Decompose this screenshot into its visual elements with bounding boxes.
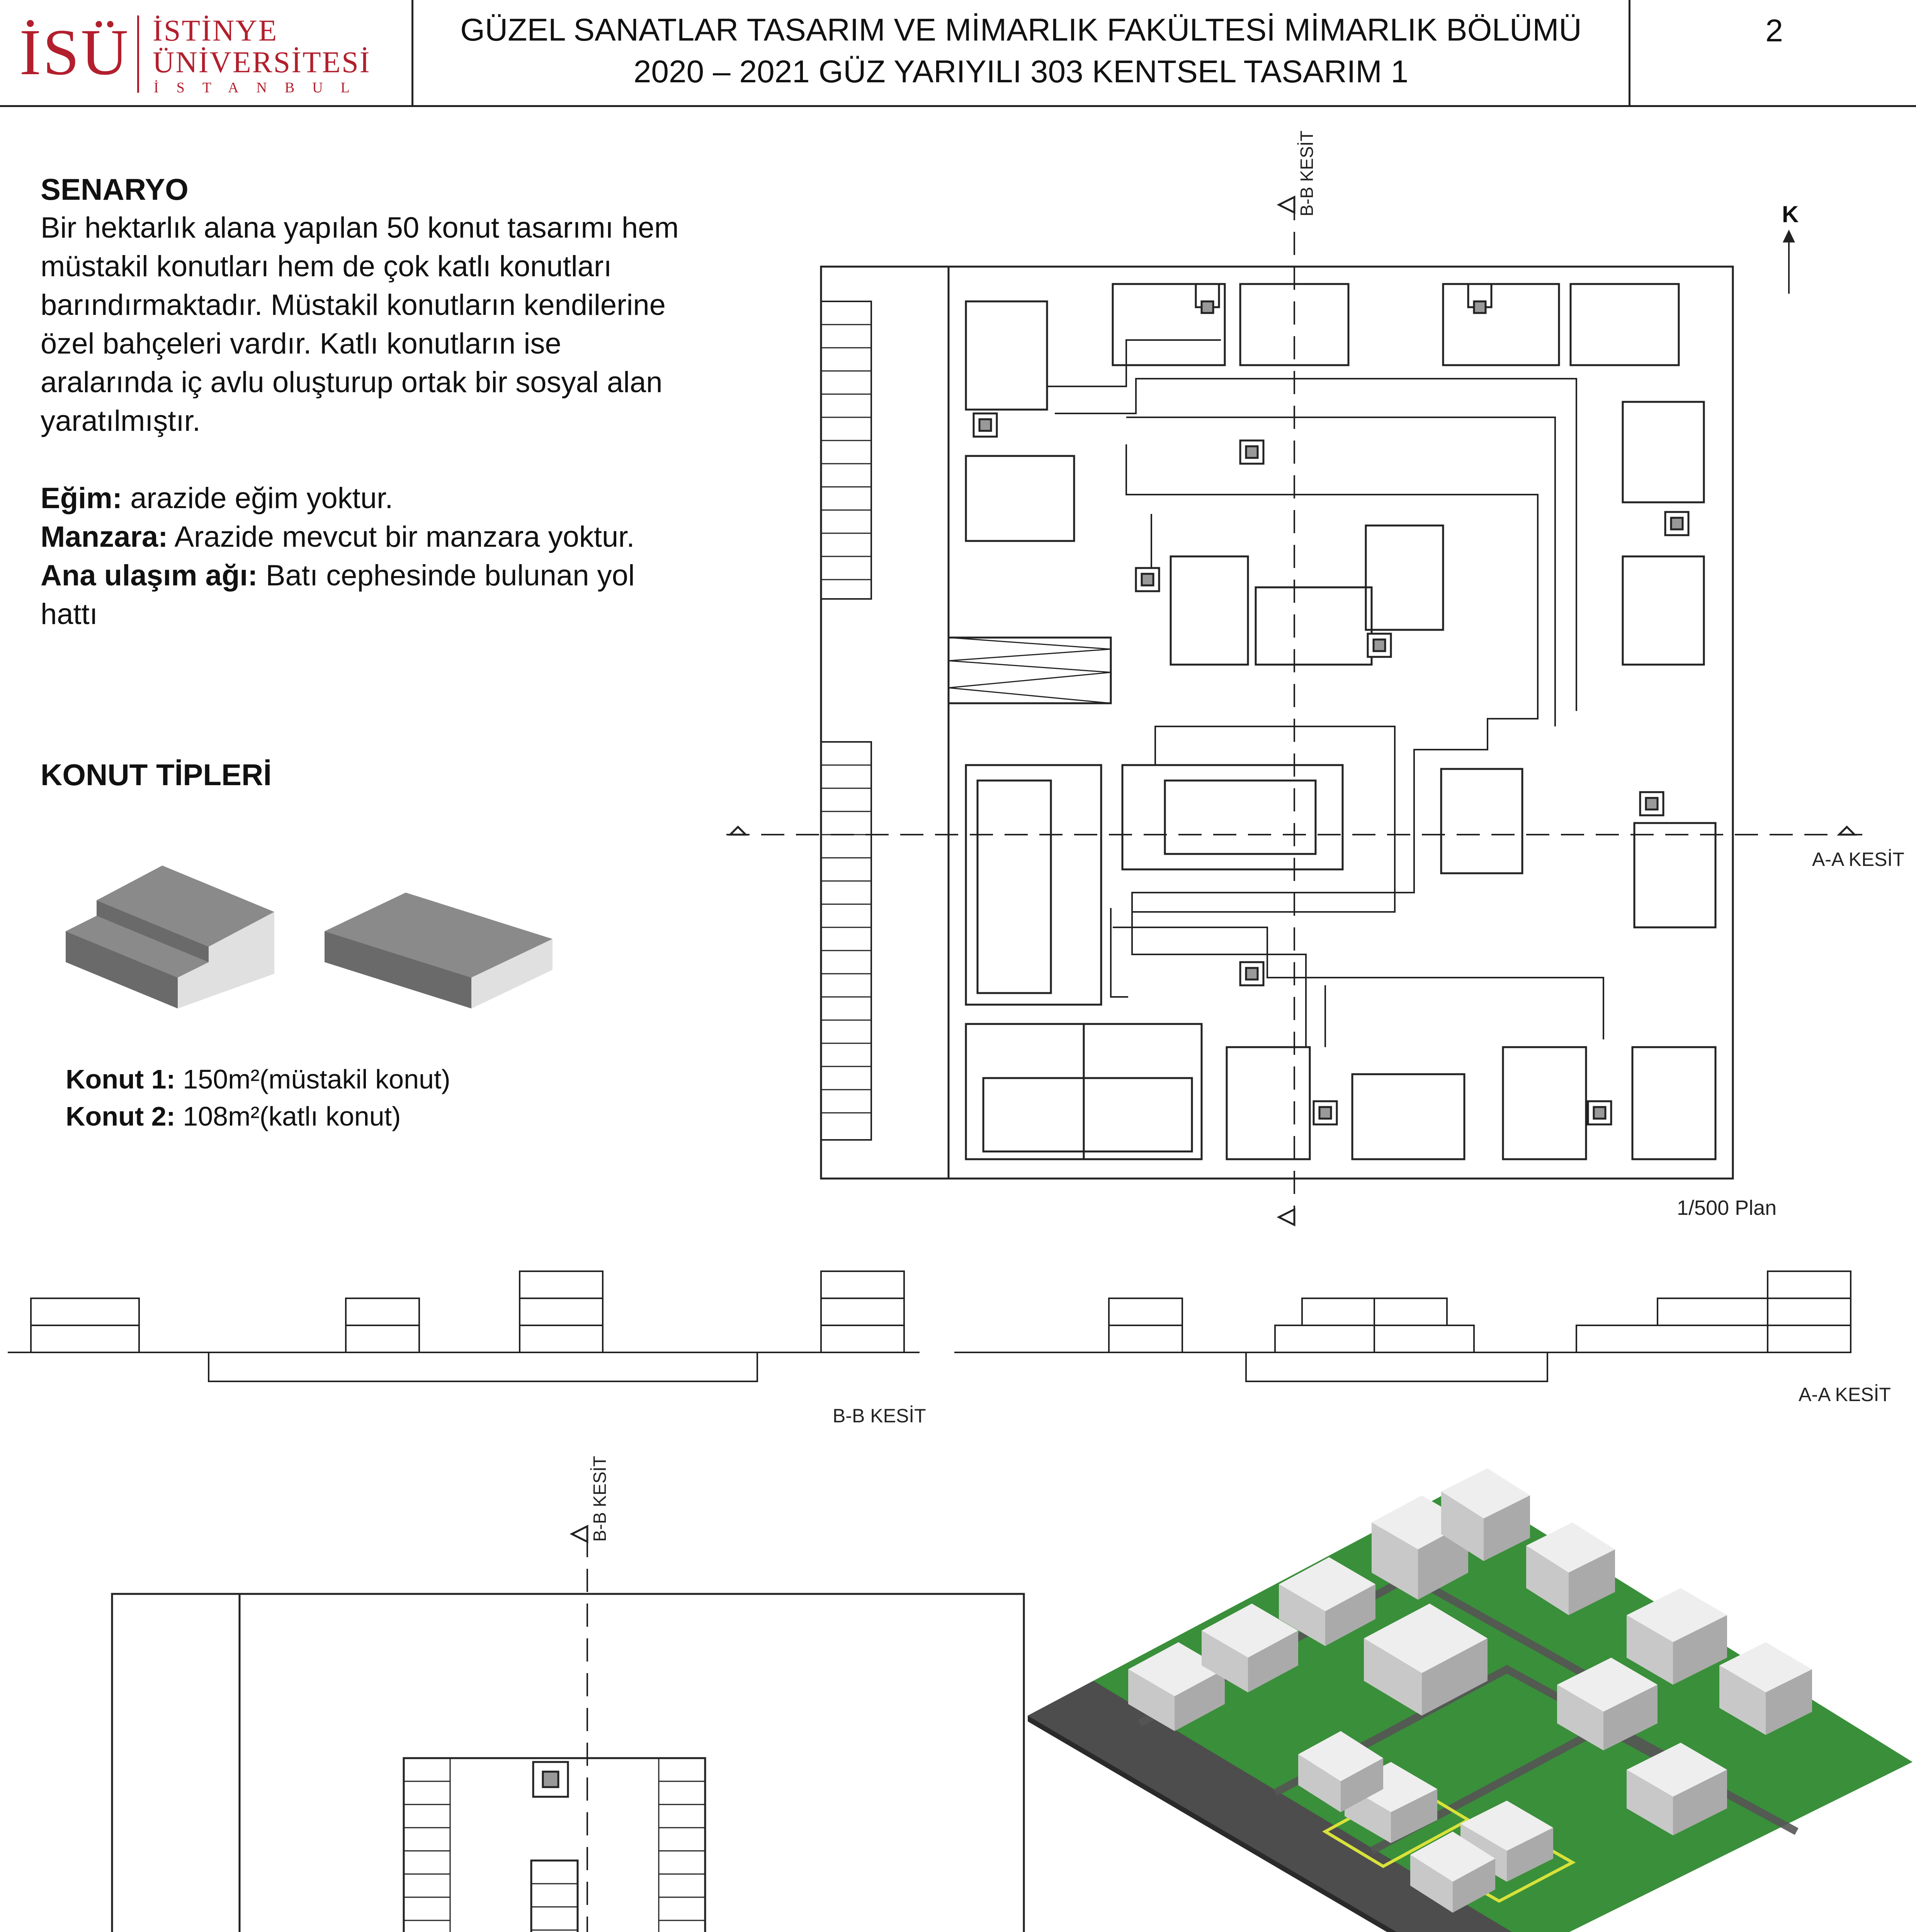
type1-label: Konut 1: (66, 1064, 175, 1094)
housing-type-2-icon (325, 893, 553, 1009)
logo-text (153, 15, 371, 78)
section-bb-label: B-B KESİT (833, 1405, 926, 1427)
axonometric-render (1024, 1445, 1916, 1932)
slope-label: Eğim: (41, 482, 122, 515)
plan-section-aa-label: A-A KESİT (1812, 849, 1904, 870)
housing-type-1-icon (66, 866, 274, 1009)
view-text: Arazide mevcut bir manzara yoktur. (174, 520, 635, 553)
logo-isu: İSÜ (19, 16, 130, 88)
view-line (41, 518, 697, 556)
type2-text: 108m²(katlı konut) (183, 1101, 401, 1131)
section-aa (954, 1271, 1851, 1381)
logo-divider (137, 15, 139, 93)
slope-line (41, 479, 697, 518)
scenario-body: Bir hektarlık alana yapılan 50 konut tasarımı hem müstakil konutları hem de çok katlı konutları barındırmaktadır. Müstakil konutların kendilerine özel bahçeleri vardır. Katlı konutların ise aralarında iç avlu oluşturup ortak bir sosyal alan yaratılmıştır. (41, 211, 679, 437)
header-title-line-2: 2020 – 2021 GÜZ YARIYILI 303 KENTSEL TASARIM 1 (633, 54, 1409, 89)
housing-type-1 (66, 1061, 451, 1098)
road-line (41, 556, 697, 634)
plan-scale-label: 1/500 Plan (1677, 1196, 1777, 1219)
logo-cell (0, 0, 413, 105)
header-title-line-1: GÜZEL SANATLAR TASARIM VE MİMARLIK FAKÜLTESİ MİMARLIK BÖLÜMÜ (460, 12, 1582, 48)
logo-line-1: İSTİNYE (153, 14, 278, 47)
parking-stalls (821, 325, 871, 1113)
road-text: Batı cephesinde bulunan yol hattı (41, 559, 635, 631)
housing-types-heading: KONUT TİPLERİ (41, 758, 272, 792)
slope-text: arazide eğim yoktur. (130, 482, 393, 515)
housing-type-2 (66, 1098, 451, 1135)
type2-label: Konut 2: (66, 1101, 175, 1131)
view-label: Manzara: (41, 520, 168, 553)
road-label: Ana ulaşım ağı: (41, 559, 258, 592)
plan-section-bb-label: B-B KESİT (1297, 130, 1317, 216)
parking-section-bb-label: B-B KESİT (590, 1456, 610, 1542)
site-plan-drawing (726, 108, 1916, 1248)
logo-line-2: ÜNİVERSİTESİ (153, 45, 371, 79)
type1-text: 150m²(müstakil konut) (183, 1064, 451, 1094)
scenario-heading: SENARYO (41, 172, 189, 206)
scenario-block (41, 170, 697, 634)
sections-drawing (0, 1264, 1916, 1399)
north-label: K (1782, 201, 1799, 227)
section-aa-label: A-A KESİT (1799, 1384, 1891, 1405)
plan-paths (1047, 340, 1603, 1047)
parking-plan-drawing (0, 1449, 1159, 1932)
housing-types-list (66, 1061, 451, 1135)
page-number: 2 (1765, 13, 1783, 48)
housing-type-icons (58, 823, 560, 1024)
section-bb (8, 1271, 920, 1381)
header (0, 0, 1916, 107)
logo-line-3: İSTANBUL (154, 80, 367, 96)
header-title (413, 0, 1630, 105)
